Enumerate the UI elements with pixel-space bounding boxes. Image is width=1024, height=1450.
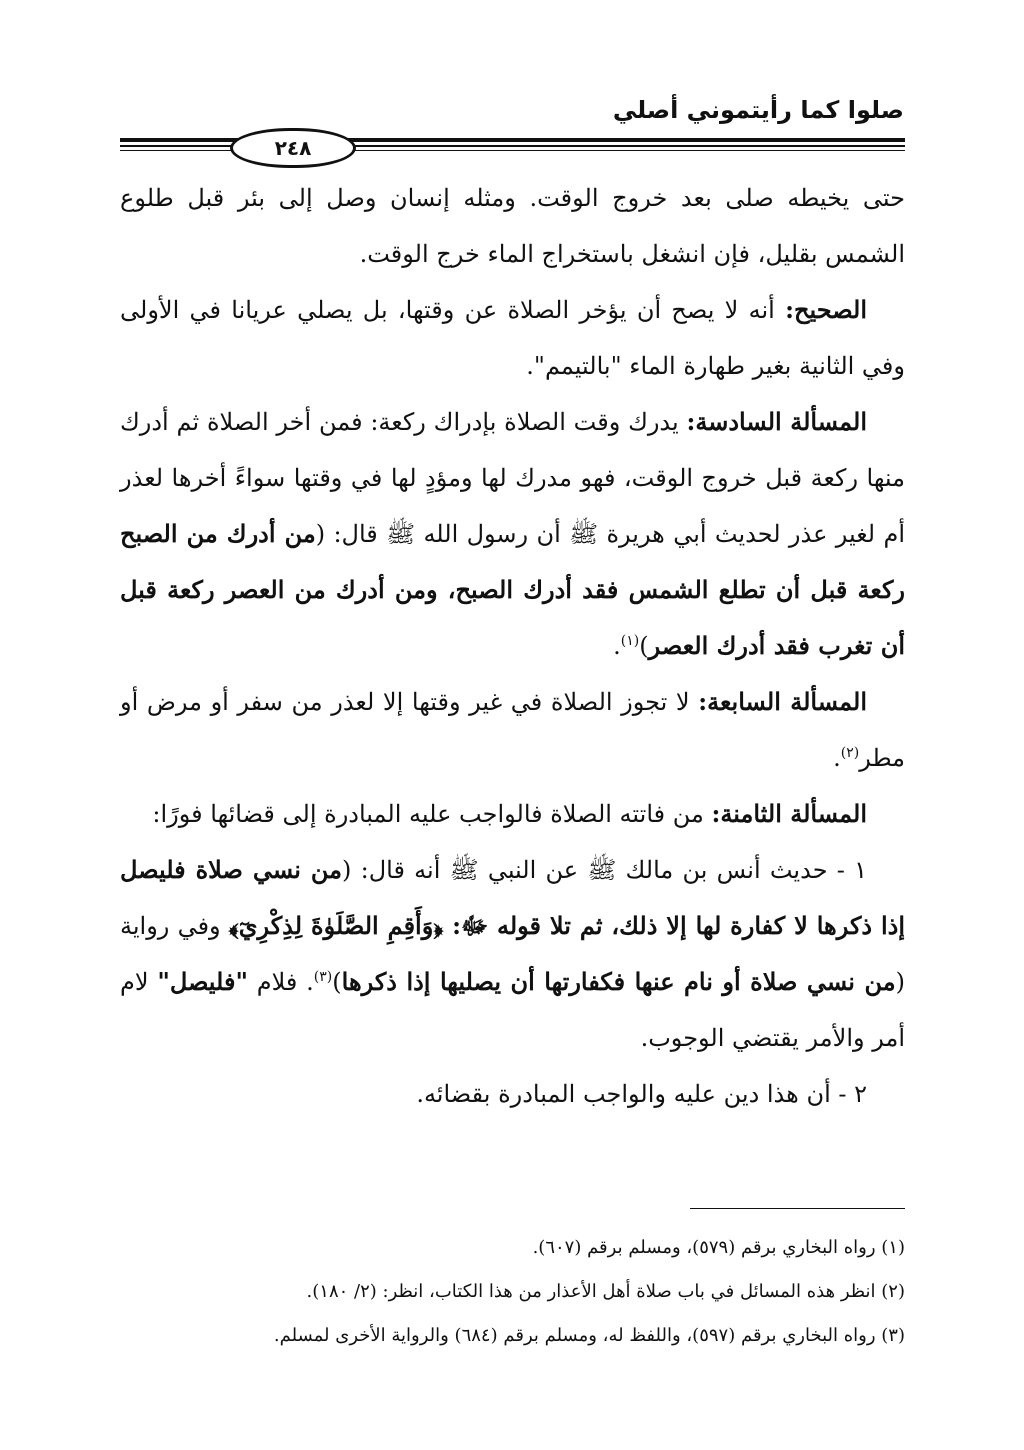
- paragraph: المسألة الثامنة: من فاتته الصلاة فالواجب عليه المبادرة إلى قضائها فورًا:: [152, 799, 867, 828]
- footnote-ref: (٣): [313, 969, 333, 985]
- paragraph: المسألة السادسة: يدرك وقت الصلاة بإدراك ركعة: فمن أخر الصلاة ثم أدرك منها ركعة قبل خروج الوقت، فهو مدرك لها ومؤدٍ لها في وقتها سواءً أخرها لعذر أم لغير عذر لحديث أبي هريرة ﷺ أن رسول الله ﷺ قال: (من أدرك من الصبح ركعة قبل أن تطلع الشمس فقد أدرك الصبح، ومن أدرك من العصر ركعة قبل أن تغرب فقد أدرك العصر)$^{(١)}$.: [120, 407, 905, 660]
- paragraph: حتى يخيطه صلى بعد خروج الوقت. ومثله إنسان وصل إلى بئر قبل طلوع الشمس بقليل، فإن انشغل باستخراج الماء خرج الوقت.: [120, 184, 905, 268]
- term-heading: الصحيح:: [785, 295, 867, 324]
- footnotes: [120, 1226, 905, 1358]
- main-text: [120, 170, 905, 1122]
- paragraph: المسألة السابعة: لا تجوز الصلاة في غير وقتها إلا لعذر من سفر أو مرض أو مطر$^{(٢)}$.: [120, 687, 905, 772]
- footnote-ref: (١): [620, 633, 640, 649]
- paragraph: ١ - حديث أنس بن مالك ﷺ عن النبي ﷺ أنه قال: (من نسي صلاة فليصل إذا ذكرها لا كفارة لها إلا ذلك، ثم تلا قوله ﷻ: ﴿وَأَقِمِ الصَّلَوٰةَ لِذِكْرِيٓ﴾ وفي رواية (من نسي صلاة أو نام عنها فكفارتها أن يصليها إذا ذكرها)$^{(٣)}$. فلام "فليصل" لام أمر والأمر يقتضي الوجوب.: [120, 855, 905, 1052]
- paragraph: ٢ - أن هذا دين عليه والواجب المبادرة بقضائه.: [416, 1080, 867, 1108]
- footnote-separator: [690, 1208, 905, 1209]
- hadith-quote: من نسي صلاة فليصل إذا ذكرها لا كفارة لها إلا ذلك، ثم تلا قوله ﷻ: ﴿وَأَقِمِ الصَّلَوٰةَ لِذِكْرِيٓ﴾: [120, 855, 905, 940]
- issue-heading: المسألة الثامنة:: [711, 799, 867, 828]
- hadith-quote: من نسي صلاة أو نام عنها فكفارتها أن يصليها إذا ذكرها: [341, 967, 896, 996]
- footnote: (١) رواه البخاري برقم (٥٧٩)، ومسلم برقم (٦٠٧).: [532, 1237, 905, 1258]
- footnote: (٢) انظر هذه المسائل في باب صلاة أهل الأعذار من هذا الكتاب، انظر: (٢/ ١٨٠).: [306, 1281, 905, 1302]
- paragraph: الصحيح: أنه لا يصح أن يؤخر الصلاة عن وقتها، بل يصلي عريانا في الأولى وفي الثانية بغير طهارة الماء "بالتيمم".: [120, 295, 905, 380]
- issue-heading: المسألة السابعة:: [698, 687, 867, 716]
- hadith-quote: من أدرك من الصبح ركعة قبل أن تطلع الشمس فقد أدرك الصبح، ومن أدرك من العصر ركعة قبل أن تغرب فقد أدرك العصر: [120, 519, 905, 660]
- page-number-badge: ٢٤٨: [230, 128, 356, 168]
- running-header-title: صلوا كما رأيتموني أصلي: [612, 96, 904, 124]
- footnote: (٣) رواه البخاري برقم (٥٩٧)، واللفظ له، ومسلم برقم (٦٨٤) والرواية الأخرى لمسلم.: [273, 1325, 905, 1346]
- issue-heading: المسألة السادسة:: [686, 407, 867, 436]
- footnote-ref: (٢): [840, 745, 860, 761]
